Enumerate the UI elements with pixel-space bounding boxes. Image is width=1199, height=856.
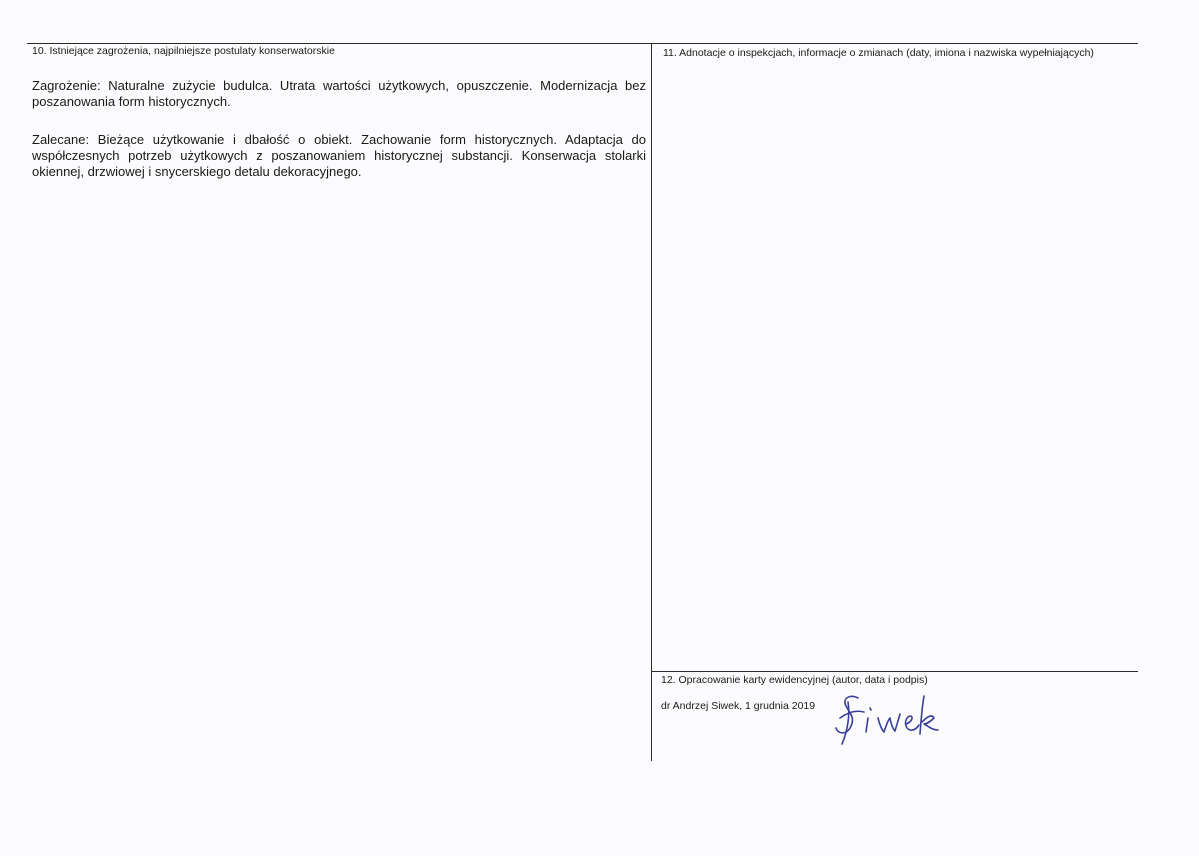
section-12-heading: 12. Opracowanie karty ewidencyjnej (autor, data i podpis) [661,674,928,686]
top-rule [27,43,1138,44]
author-and-date: dr Andrzej Siwek, 1 grudnia 2019 [661,700,816,712]
section-10-heading: 10. Istniejące zagrożenia, najpilniejsze postulaty konserwatorskie [32,45,335,57]
section-11-heading: 11. Adnotacje o inspekcjach, informacje o zmianach (daty, imiona i nazwiska wypełniających) [663,47,1094,59]
signature-image [828,688,953,748]
section-12-rule [651,671,1138,672]
recommendations-paragraph: Zalecane: Bieżące użytkowanie i dbałość o obiekt. Zachowanie form historycznych. Adaptacja do współczesnych potrzeb użytkowych z poszanowaniem historycznej substancji. Konserwacja stolarki okiennej, drzwiowej i snycerskiego detalu dekoracyjnego. [32,132,646,179]
threats-paragraph: Zagrożenie: Naturalne zużycie budulca. Utrata wartości użytkowych, opuszczenie. Modernizacja bez poszanowania form historycznych. [32,78,646,109]
column-divider [651,43,652,761]
